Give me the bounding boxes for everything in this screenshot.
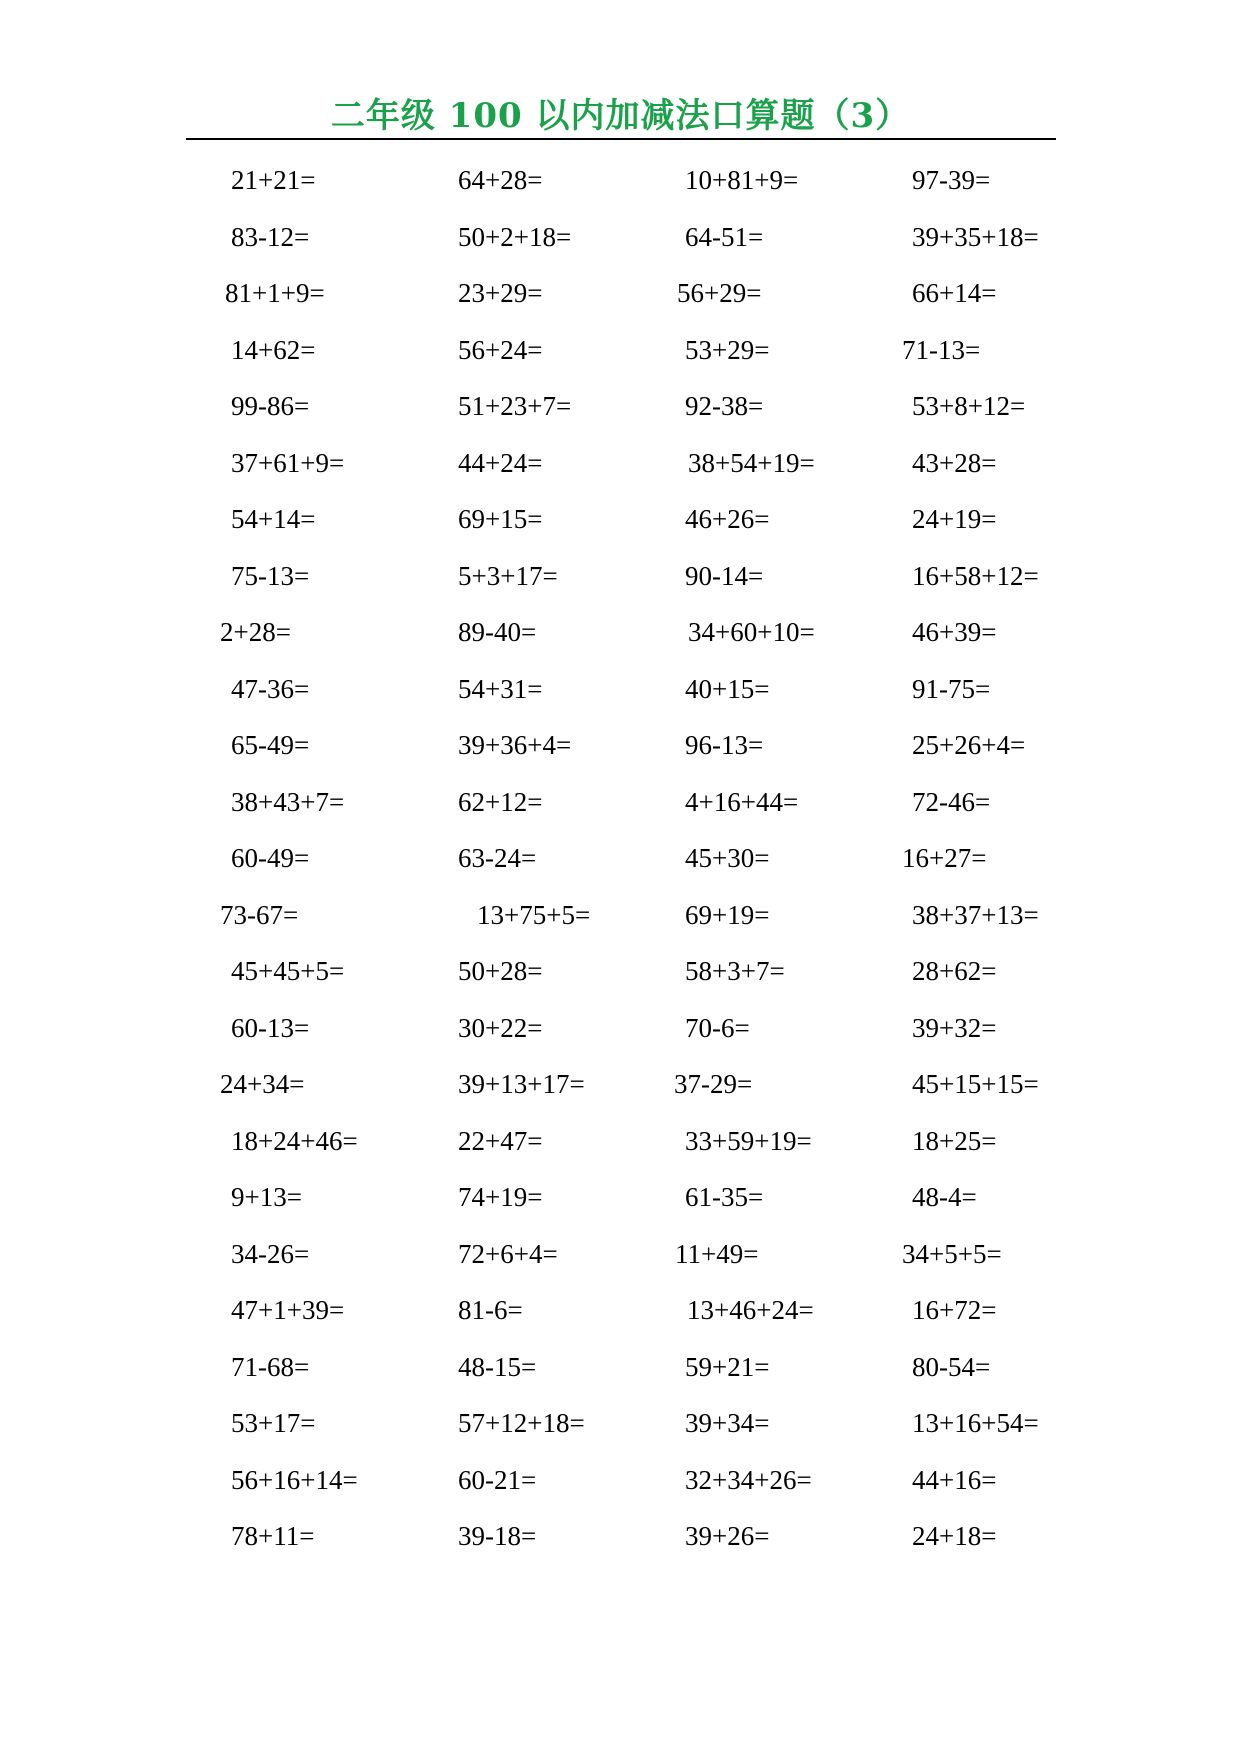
problem-item: 60-49= xyxy=(231,843,310,873)
problem-item: 63-24= xyxy=(458,843,537,873)
problem-item: 33+59+19= xyxy=(685,1125,812,1156)
problem-item: 53+17= xyxy=(231,1408,316,1438)
problem-item: 45+30= xyxy=(685,843,770,873)
problem-row xyxy=(0,1452,1241,1508)
problem-item: 44+24= xyxy=(458,447,543,478)
problem-item: 59+21= xyxy=(685,1351,770,1382)
problem-item: 39-18= xyxy=(458,1521,537,1551)
problem-item: 92-38= xyxy=(685,391,764,421)
problem-item: 2+28= xyxy=(220,617,291,647)
problem-item: 56+29= xyxy=(677,278,762,308)
problem-item: 24+18= xyxy=(912,1521,997,1551)
problem-row xyxy=(0,491,1241,547)
problem-item: 9+13= xyxy=(231,1182,302,1212)
problem-item: 47+1+39= xyxy=(231,1295,345,1325)
problem-item: 21+21= xyxy=(231,165,316,195)
problem-item: 71-13= xyxy=(902,334,981,365)
problem-item: 81-6= xyxy=(458,1295,523,1325)
problem-item: 97-39= xyxy=(912,165,991,195)
problem-item: 65-49= xyxy=(231,730,310,760)
problem-row xyxy=(0,1395,1241,1451)
problem-item: 39+35+18= xyxy=(912,221,1039,252)
problem-item: 4+16+44= xyxy=(685,786,799,817)
problem-row xyxy=(0,322,1241,378)
problem-row xyxy=(0,774,1241,830)
problem-item: 43+28= xyxy=(912,447,997,478)
problem-item: 34-26= xyxy=(231,1238,310,1269)
problem-row xyxy=(0,1339,1241,1395)
problem-item: 22+47= xyxy=(458,1125,543,1156)
problem-item: 23+29= xyxy=(458,278,543,308)
problem-item: 72+6+4= xyxy=(458,1238,558,1269)
problem-item: 60-13= xyxy=(231,1012,310,1043)
problem-item: 39+36+4= xyxy=(458,730,572,760)
problem-item: 44+16= xyxy=(912,1464,997,1495)
problem-item: 74+19= xyxy=(458,1182,543,1212)
problem-row xyxy=(0,378,1241,434)
problem-item: 53+29= xyxy=(685,334,770,365)
problem-row xyxy=(0,717,1241,773)
problem-item: 60-21= xyxy=(458,1464,537,1495)
problem-row xyxy=(0,435,1241,491)
problem-item: 96-13= xyxy=(685,730,764,760)
page-title: 二年级 100 以内加减法口算题（3） xyxy=(330,96,911,136)
problem-item: 30+22= xyxy=(458,1012,543,1043)
problem-item: 54+31= xyxy=(458,673,543,704)
problem-item: 56+24= xyxy=(458,334,543,365)
problem-item: 24+34= xyxy=(220,1069,305,1099)
problem-item: 57+12+18= xyxy=(458,1408,585,1438)
problem-row xyxy=(0,265,1241,321)
problem-row xyxy=(0,604,1241,660)
problem-row xyxy=(0,943,1241,999)
problem-item: 83-12= xyxy=(231,221,310,252)
problem-item: 16+58+12= xyxy=(912,560,1039,591)
problem-row xyxy=(0,1000,1241,1056)
problem-item: 5+3+17= xyxy=(458,560,558,591)
problem-item: 16+72= xyxy=(912,1295,997,1325)
problem-row xyxy=(0,887,1241,943)
problem-item: 80-54= xyxy=(912,1351,991,1382)
problem-item: 78+11= xyxy=(231,1521,315,1551)
problem-row xyxy=(0,1282,1241,1338)
problem-item: 16+27= xyxy=(902,843,987,873)
problem-item: 13+16+54= xyxy=(912,1408,1039,1438)
problem-item: 18+25= xyxy=(912,1125,997,1156)
problem-item: 46+39= xyxy=(912,617,997,647)
problem-item: 14+62= xyxy=(231,334,316,365)
problem-item: 24+19= xyxy=(912,504,997,534)
problem-item: 10+81+9= xyxy=(685,165,799,195)
problem-item: 69+15= xyxy=(458,504,543,534)
problem-item: 50+2+18= xyxy=(458,221,572,252)
problem-row xyxy=(0,1169,1241,1225)
problem-item: 39+32= xyxy=(912,1012,997,1043)
problem-item: 39+26= xyxy=(685,1521,770,1551)
problem-item: 38+43+7= xyxy=(231,786,345,817)
problem-item: 37+61+9= xyxy=(231,447,345,478)
problem-row xyxy=(0,152,1241,208)
problem-item: 40+15= xyxy=(685,673,770,704)
problem-row xyxy=(0,1508,1241,1564)
problem-item: 45+15+15= xyxy=(912,1069,1039,1099)
problem-item: 61-35= xyxy=(685,1182,764,1212)
problem-item: 25+26+4= xyxy=(912,730,1026,760)
problem-item: 13+75+5= xyxy=(477,899,591,930)
problem-row xyxy=(0,830,1241,886)
problem-item: 71-68= xyxy=(231,1351,310,1382)
problem-item: 50+28= xyxy=(458,956,543,986)
problem-item: 47-36= xyxy=(231,673,310,704)
problem-item: 69+19= xyxy=(685,899,770,930)
problem-item: 48-4= xyxy=(912,1182,977,1212)
problem-item: 91-75= xyxy=(912,673,991,704)
problem-item: 58+3+7= xyxy=(685,956,785,986)
problem-item: 32+34+26= xyxy=(685,1464,812,1495)
problem-item: 75-13= xyxy=(231,560,310,591)
problem-item: 66+14= xyxy=(912,278,997,308)
problem-item: 70-6= xyxy=(685,1012,750,1043)
problem-row xyxy=(0,1226,1241,1282)
problem-item: 28+62= xyxy=(912,956,997,986)
problem-item: 34+5+5= xyxy=(902,1238,1002,1269)
problem-item: 90-14= xyxy=(685,560,764,591)
problem-item: 34+60+10= xyxy=(688,617,815,647)
problem-item: 18+24+46= xyxy=(231,1125,358,1156)
problem-item: 89-40= xyxy=(458,617,537,647)
problem-item: 53+8+12= xyxy=(912,391,1026,421)
problem-item: 39+34= xyxy=(685,1408,770,1438)
problem-item: 48-15= xyxy=(458,1351,537,1382)
problem-item: 64+28= xyxy=(458,165,543,195)
problem-item: 11+49= xyxy=(675,1238,759,1269)
problem-item: 46+26= xyxy=(685,504,770,534)
problem-row xyxy=(0,1113,1241,1169)
problem-item: 45+45+5= xyxy=(231,956,345,986)
problem-item: 39+13+17= xyxy=(458,1069,585,1099)
problem-item: 54+14= xyxy=(231,504,316,534)
problem-row xyxy=(0,209,1241,265)
problem-item: 73-67= xyxy=(220,899,299,930)
problem-item: 64-51= xyxy=(685,221,764,252)
problem-item: 38+37+13= xyxy=(912,899,1039,930)
problem-row xyxy=(0,1056,1241,1112)
problem-item: 51+23+7= xyxy=(458,391,572,421)
problem-item: 13+46+24= xyxy=(687,1295,814,1325)
problem-item: 62+12= xyxy=(458,786,543,817)
problem-row xyxy=(0,661,1241,717)
problem-item: 56+16+14= xyxy=(231,1464,358,1495)
problem-item: 38+54+19= xyxy=(688,447,815,478)
problem-item: 72-46= xyxy=(912,786,991,817)
problem-row xyxy=(0,548,1241,604)
problem-item: 37-29= xyxy=(674,1069,753,1099)
problem-item: 81+1+9= xyxy=(225,278,325,308)
problem-item: 99-86= xyxy=(231,391,310,421)
